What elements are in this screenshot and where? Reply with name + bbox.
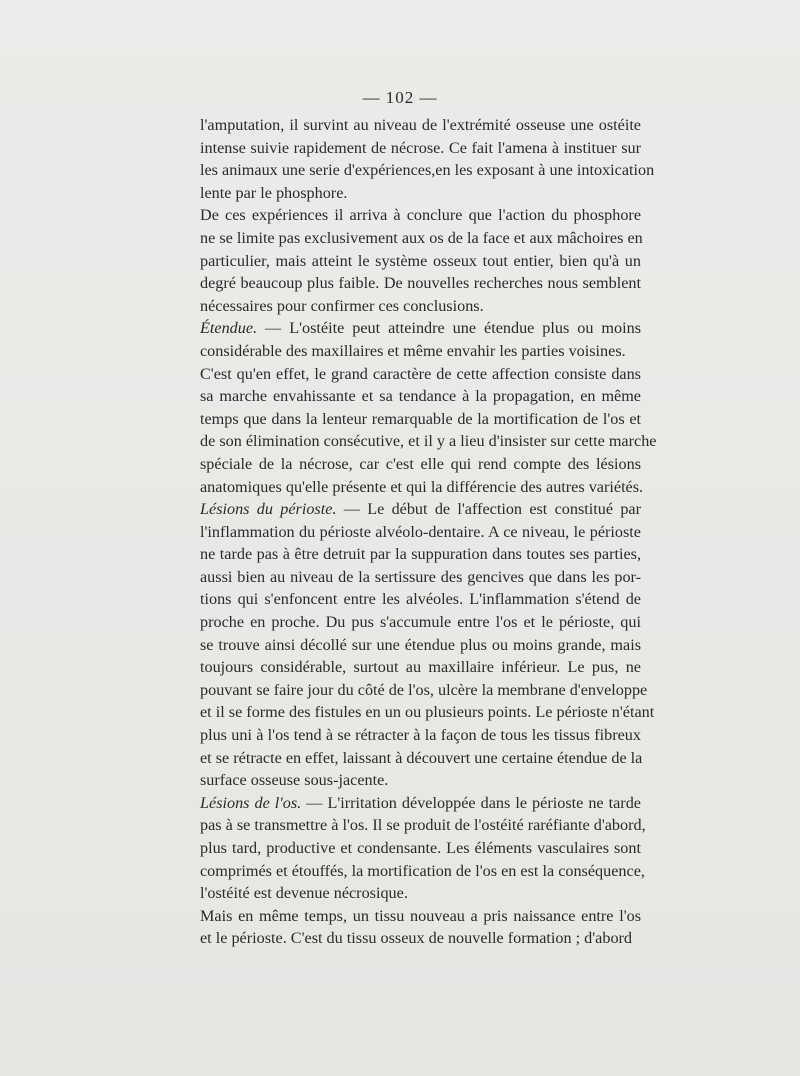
paragraph <box>200 498 655 792</box>
text-line: ne tarde pas à être detruit par la suppuration dans toutes ses parties, <box>200 545 641 564</box>
section-heading: Étendue. <box>200 319 258 338</box>
text-line: proche en proche. Du pus s'accumule entre l'os et le périoste, qui <box>200 613 641 632</box>
section-heading: Lésions du périoste. <box>200 500 337 519</box>
text-line: se trouve ainsi décollé sur une étendue plus ou moins grande, mais <box>200 635 641 654</box>
paragraph <box>200 317 641 362</box>
text-line: Lésions du périoste. — Le début de l'affection est constitué par <box>200 500 641 519</box>
text-line: Mais en même temps, un tissu nouveau a pris naissance entre l'os <box>200 906 641 925</box>
text-line: et se rétracte en effet, laissant à découvert une certaine étendue de la <box>200 748 643 767</box>
text-line: plus uni à l'os tend à se rétracter à la façon de tous les tissus fibreux <box>200 726 641 745</box>
paragraph <box>200 905 641 950</box>
text-line: tions qui s'enfoncent entre les alvéoles. L'inflammation s'étend de <box>200 590 641 609</box>
text-line: temps que dans la lenteur remarquable de la mortification de l'os et <box>200 409 641 428</box>
text-line: ne se limite pas exclusivement aux os de la face et aux mâchoires en <box>200 228 643 247</box>
text-line: comprimés et étouffés, la mortification de l'os en est la conséquence, <box>200 861 645 880</box>
text-line: anatomiques qu'elle présente et qui la différencie des autres variétés. <box>200 477 644 496</box>
text-line: sa marche envahissante et sa tendance à la propagation, en même <box>200 387 641 406</box>
text-line: et le périoste. C'est du tissu osseux de nouvelle formation ; d'abord <box>200 929 633 948</box>
text-line: l'amputation, il survint au niveau de l'extrémité osseuse une ostéite <box>200 116 641 134</box>
text-line: particulier, mais atteint le système osseux tout entier, bien qu'à un <box>200 251 641 270</box>
text-line: de son élimination consécutive, et il y a lieu d'insister sur cette marche <box>200 432 657 451</box>
text-line: lente par le phosphore. <box>200 183 348 202</box>
text-line: pas à se transmettre à l'os. Il se produit de l'ostéité raréfiante d'abord, <box>200 816 646 835</box>
text-line: degré beaucoup plus faible. De nouvelles recherches nous semblent <box>200 274 641 293</box>
text-line: spéciale de la nécrose, car c'est elle qui rend compte des lésions <box>200 454 641 473</box>
text-line: l'inflammation du périoste alvéolo-dentaire. A ce niveau, le périoste <box>200 522 641 541</box>
paragraph <box>200 204 641 317</box>
text-line: Étendue. — L'ostéite peut atteindre une étendue plus ou moins <box>200 319 641 338</box>
page-number: — 102 — <box>362 88 438 107</box>
paragraph <box>200 792 646 905</box>
text-line: les animaux une serie d'expériences,en les exposant à une intoxication <box>200 161 655 180</box>
paragraph <box>200 114 655 204</box>
text-line: surface osseuse sous-jacente. <box>200 771 389 790</box>
text-line: Lésions de l'os. — L'irritation développée dans le périoste ne tarde <box>200 793 641 812</box>
body-text <box>200 114 657 950</box>
text-line: toujours considérable, surtout au maxillaire inférieur. Le pus, ne <box>200 658 641 677</box>
section-heading: Lésions de l'os. <box>200 793 302 812</box>
text-line: aussi bien au niveau de la sertissure des gencives que dans les por- <box>200 567 641 586</box>
text-line: l'ostéité est devenue nécrosique. <box>200 884 408 903</box>
text-line: intense suivie rapidement de nécrose. Ce fait l'amena à instituer sur <box>200 138 641 157</box>
text-line: nécessaires pour confirmer ces conclusions. <box>200 296 484 315</box>
text-line: pouvant se faire jour du côté de l'os, ulcère la membrane d'enveloppe <box>200 680 648 699</box>
text-line: De ces expériences il arriva à conclure que l'action du phosphore <box>200 206 641 225</box>
text-line: et il se forme des fistules en un ou plusieurs points. Le périoste n'étant <box>200 703 655 722</box>
text-line: considérable des maxillaires et même envahir les parties voisines. <box>200 341 626 360</box>
text-line: C'est qu'en effet, le grand caractère de cette affection consiste dans <box>200 364 641 383</box>
paragraph <box>200 363 657 499</box>
text-line: plus tard, productive et condensante. Les éléments vasculaires sont <box>200 839 641 857</box>
